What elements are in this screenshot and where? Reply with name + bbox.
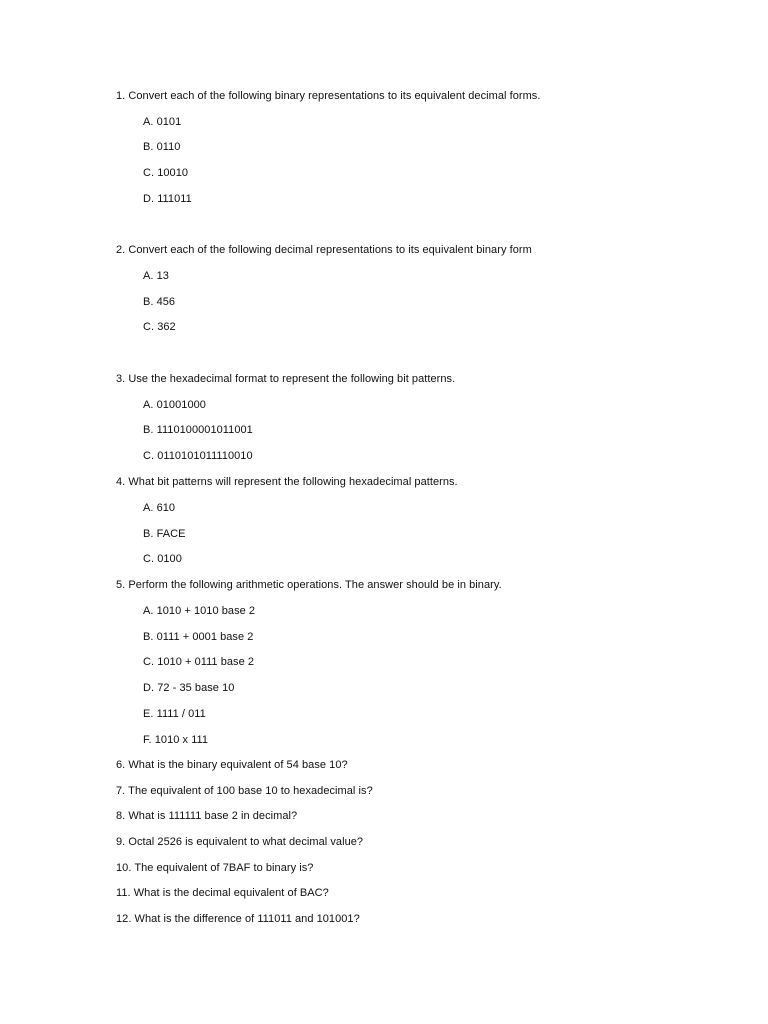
- question-2-option-c: C. 362: [143, 321, 176, 333]
- question-7: 7. The equivalent of 100 base 10 to hexadecimal is?: [116, 785, 373, 797]
- question-4-option-b: B. FACE: [143, 528, 186, 540]
- question-4-option-c: C. 0100: [143, 553, 182, 565]
- question-8: 8. What is 111111 base 2 in decimal?: [116, 810, 298, 822]
- question-5: 5. Perform the following arithmetic operations. The answer should be in binary.: [116, 579, 502, 591]
- question-1-option-d: D. 111011: [143, 193, 192, 205]
- question-4-option-a: A. 610: [143, 502, 176, 514]
- question-5-option-a: A. 1010 + 1010 base 2: [143, 605, 256, 617]
- question-5-option-d: D. 72 - 35 base 10: [143, 682, 235, 694]
- question-1-option-a: A. 0101: [143, 116, 182, 128]
- question-5-option-c: C. 1010 + 0111 base 2: [143, 656, 255, 668]
- question-5-option-b: B. 0111 + 0001 base 2: [143, 631, 254, 643]
- question-5-option-f: F. 1010 x 111: [143, 734, 209, 746]
- question-1: 1. Convert each of the following binary representations to its equivalent decimal forms.: [116, 90, 541, 102]
- question-2: 2. Convert each of the following decimal representations to its equivalent binary form: [116, 244, 532, 256]
- question-9: 9. Octal 2526 is equivalent to what decimal value?: [116, 836, 364, 848]
- question-12: 12. What is the difference of 111011 and 101001?: [116, 913, 360, 925]
- question-2-option-a: A. 13: [143, 270, 169, 282]
- question-3: 3. Use the hexadecimal format to represent the following bit patterns.: [116, 373, 456, 385]
- question-3-option-b: B. 1110100001011001: [143, 424, 253, 436]
- question-5-option-e: E. 1111 / 011: [143, 708, 206, 720]
- question-1-option-b: B. 0110: [143, 141, 181, 153]
- question-1-option-c: C. 10010: [143, 167, 189, 179]
- question-4: 4. What bit patterns will represent the following hexadecimal patterns.: [116, 476, 458, 488]
- question-11: 11. What is the decimal equivalent of BAC?: [116, 887, 329, 899]
- question-3-option-c: C. 0110101011110010: [143, 450, 253, 462]
- question-3-option-a: A. 01001000: [143, 399, 206, 411]
- question-6: 6. What is the binary equivalent of 54 base 10?: [116, 759, 348, 771]
- question-2-option-b: B. 456: [143, 296, 176, 308]
- question-10: 10. The equivalent of 7BAF to binary is?: [116, 862, 314, 874]
